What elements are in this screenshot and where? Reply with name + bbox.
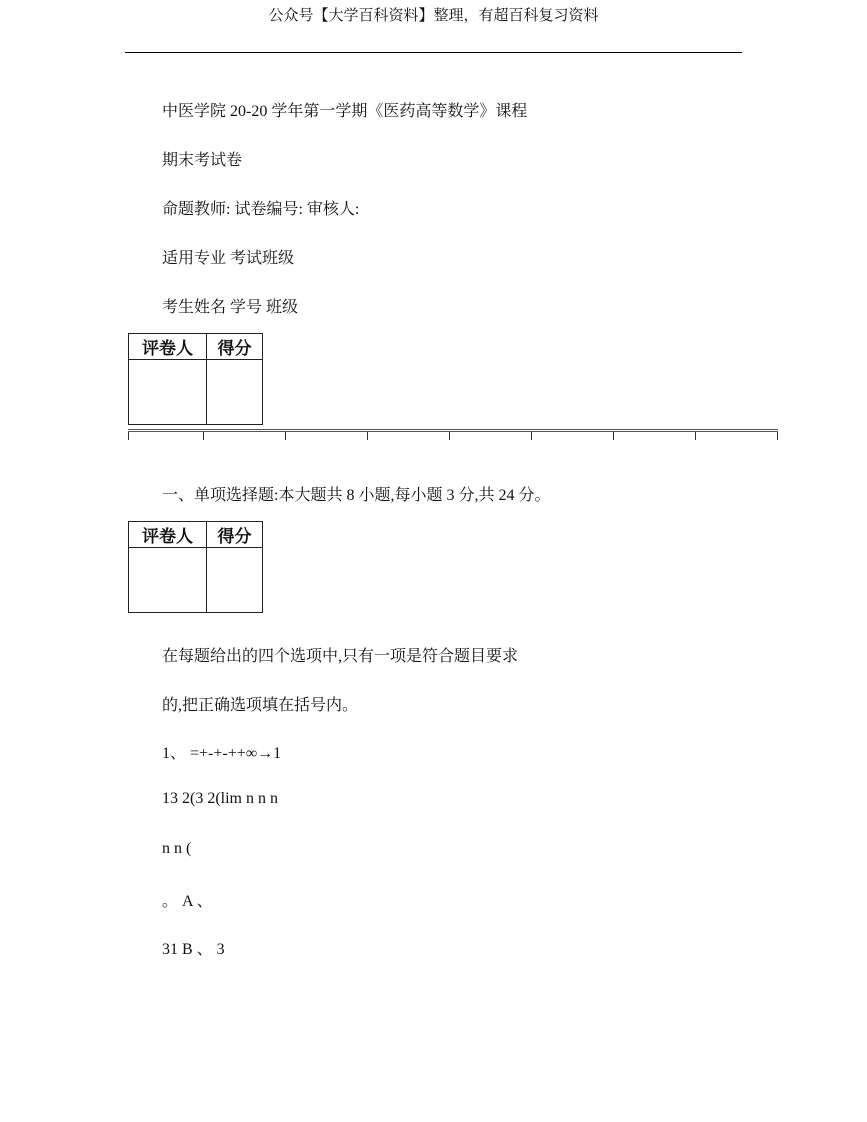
exam-title: 期末考试卷 xyxy=(162,152,243,169)
student-line: 考生姓名 学号 班级 xyxy=(162,299,299,316)
grader-header: 评卷人 xyxy=(129,334,207,360)
grader-cell xyxy=(129,548,207,613)
score-header: 得分 xyxy=(207,334,263,360)
total-score-strip xyxy=(128,429,778,440)
score-header: 得分 xyxy=(207,522,263,548)
instruction-line: 在每题给出的四个选项中,只有一项是符合题目要求 xyxy=(162,648,519,665)
major-line: 适用专业 考试班级 xyxy=(162,250,295,267)
course-title: 中医学院 20-20 学年第一学期《医药高等数学》课程 xyxy=(162,103,528,120)
instruction-line: 的,把正确选项填在括号内。 xyxy=(162,697,359,714)
score-table xyxy=(128,333,263,425)
question-line: n n ( xyxy=(162,840,192,857)
score-cell xyxy=(207,360,263,425)
header-rule xyxy=(125,52,742,53)
grader-header: 评卷人 xyxy=(129,522,207,548)
section-heading: 一、单项选择题:本大题共 8 小题,每小题 3 分,共 24 分。 xyxy=(162,487,551,504)
score-cell xyxy=(207,548,263,613)
option-line: 。 A 、 xyxy=(162,893,213,910)
option-line: 31 B 、 3 xyxy=(162,941,225,958)
grader-cell xyxy=(129,360,207,425)
page-header: 公众号【大学百科资料】整理，有超百科复习资料 xyxy=(268,6,599,24)
score-table xyxy=(128,521,263,613)
question-line: 13 2(3 2(lim n n n xyxy=(162,790,278,807)
teacher-line: 命题教师: 试卷编号: 审核人: xyxy=(162,201,360,218)
question-line: 1、 =+-+-++∞→1 xyxy=(162,745,282,762)
